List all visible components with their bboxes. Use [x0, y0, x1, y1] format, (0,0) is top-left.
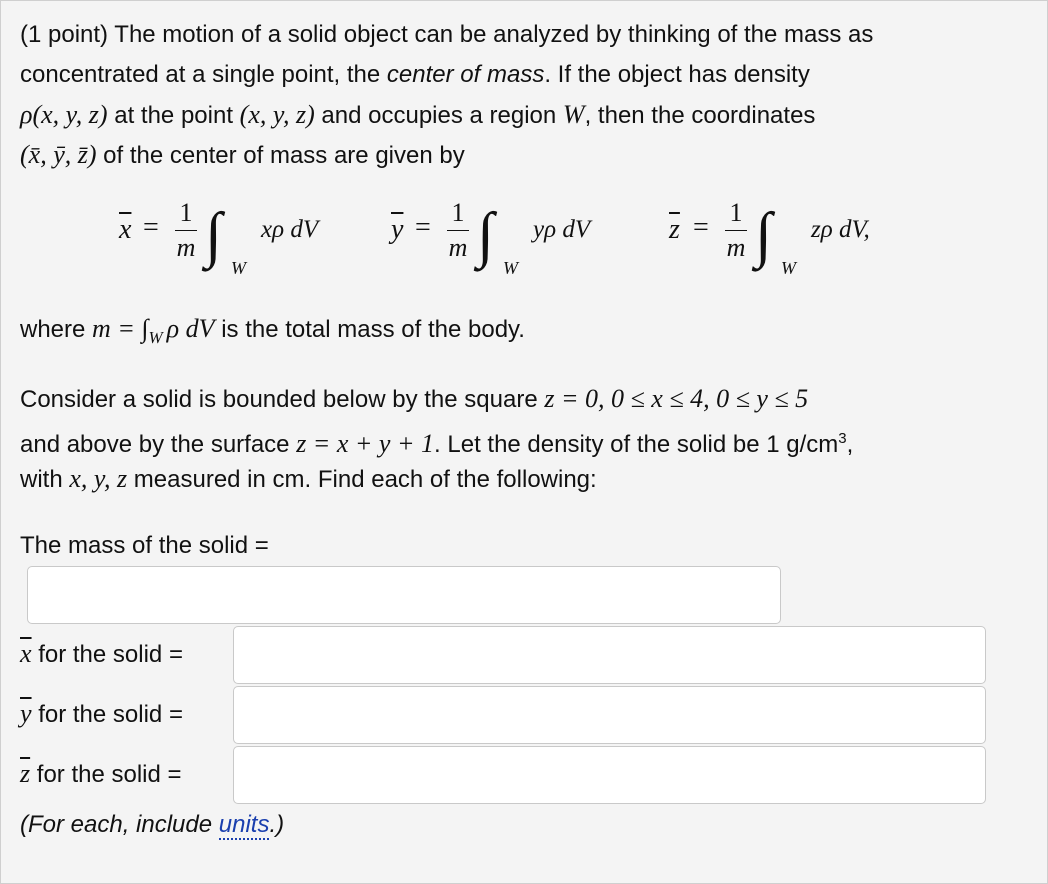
zbar-symbol: $\overline{z}$: [669, 214, 680, 245]
integral-sign: ∫: [477, 201, 494, 269]
cubic-exponent: 3: [838, 430, 847, 447]
intro-text: (1 point) The motion of a solid object can be analyzed by thinking of the mass as: [20, 21, 874, 48]
numerator: 1: [451, 198, 465, 227]
zbar-label-text: for the solid =: [30, 761, 182, 788]
xbar-symbol: $\overline{x}$: [119, 214, 132, 245]
zbar-label: [20, 754, 182, 795]
variables-list: x, y, z: [69, 464, 128, 493]
region-symbol: W: [562, 100, 585, 129]
intro-text: concentrated at a single point, the: [20, 61, 387, 88]
density-function: ρ(x, y, z): [20, 100, 108, 129]
xbar-label: [20, 634, 183, 675]
equals-sign: =: [143, 212, 159, 243]
integral-sign: ∫: [205, 201, 222, 269]
top-surface-equation: z = x + y + 1: [296, 429, 435, 458]
consider-text: Consider a solid is bounded below by the square: [20, 386, 545, 413]
consider-text: and above by the surface: [20, 431, 297, 458]
where-text: where: [20, 316, 93, 343]
xbar-input[interactable]: [233, 626, 986, 684]
integral-region: W: [781, 258, 796, 278]
numerator: 1: [179, 198, 193, 227]
consider-text: with: [20, 466, 70, 493]
denominator: m: [176, 233, 196, 262]
xbar-symbol: $\overline{x}$: [20, 639, 32, 668]
zbar-input[interactable]: [233, 746, 986, 804]
mass-input[interactable]: [27, 566, 781, 624]
total-mass-definition: [20, 309, 525, 358]
mass-label: The mass of the solid =: [20, 532, 269, 559]
integral-region: W: [231, 258, 246, 278]
mass-equation: m = ∫: [92, 314, 149, 343]
consider-line-1: [20, 379, 808, 420]
fraction-1-over-m: [447, 198, 469, 263]
intro-text: and occupies a region: [314, 102, 563, 129]
intro-text: of the center of mass are given by: [96, 142, 465, 169]
integral-sign: ∫: [755, 201, 772, 269]
numerator: 1: [729, 198, 743, 227]
intro-line-1: [20, 15, 873, 55]
center-of-mass-formula: [1, 196, 1048, 291]
ybar-input[interactable]: [233, 686, 986, 744]
consider-text: . Let the density of the solid be 1 g/cm: [434, 431, 839, 458]
where-text: is the total mass of the body.: [214, 316, 525, 343]
intro-text: , then the coordinates: [584, 102, 816, 129]
integrand-z: zρ dV,: [811, 216, 870, 243]
equals-sign: =: [693, 212, 709, 243]
fraction-1-over-m: [175, 198, 197, 263]
mass-integrand: ρ dV: [166, 314, 215, 343]
zbar-symbol: $\overline{z}$: [20, 759, 31, 788]
consider-text: ,: [846, 431, 854, 458]
integrand-y: yρ dV: [533, 216, 591, 243]
mass-region: W: [148, 328, 163, 347]
denominator: m: [448, 233, 468, 262]
units-note-text: (For each, include: [20, 811, 219, 838]
ybar-symbol: $\overline{y}$: [391, 214, 404, 245]
ybar-label: [20, 694, 183, 735]
xbar-label-text: for the solid =: [31, 641, 183, 668]
consider-text: measured in cm. Find each of the following:: [127, 466, 597, 493]
units-note: [20, 805, 284, 845]
units-link[interactable]: units: [218, 811, 270, 838]
consider-line-3: [20, 459, 597, 500]
intro-line-4: [20, 135, 465, 176]
integral-region: W: [503, 258, 518, 278]
intro-line-2: [20, 55, 810, 95]
intro-text: . If the object has density: [544, 61, 810, 88]
denominator: m: [726, 233, 746, 262]
equals-sign: =: [415, 212, 431, 243]
base-square-bounds: z = 0, 0 ≤ x ≤ 4, 0 ≤ y ≤ 5: [544, 384, 809, 413]
fraction-1-over-m: [725, 198, 747, 263]
ybar-symbol: $\overline{y}$: [20, 699, 32, 728]
units-note-text: .): [269, 811, 285, 838]
intro-text: at the point: [107, 102, 240, 129]
center-of-mass-coords: (x̄, ȳ, z̄): [20, 140, 97, 169]
center-of-mass-term: center of mass: [386, 61, 545, 88]
intro-line-3: [20, 95, 815, 136]
integrand-x: xρ dV: [261, 216, 319, 243]
point-coordinates: (x, y, z): [239, 100, 315, 129]
ybar-label-text: for the solid =: [31, 701, 183, 728]
